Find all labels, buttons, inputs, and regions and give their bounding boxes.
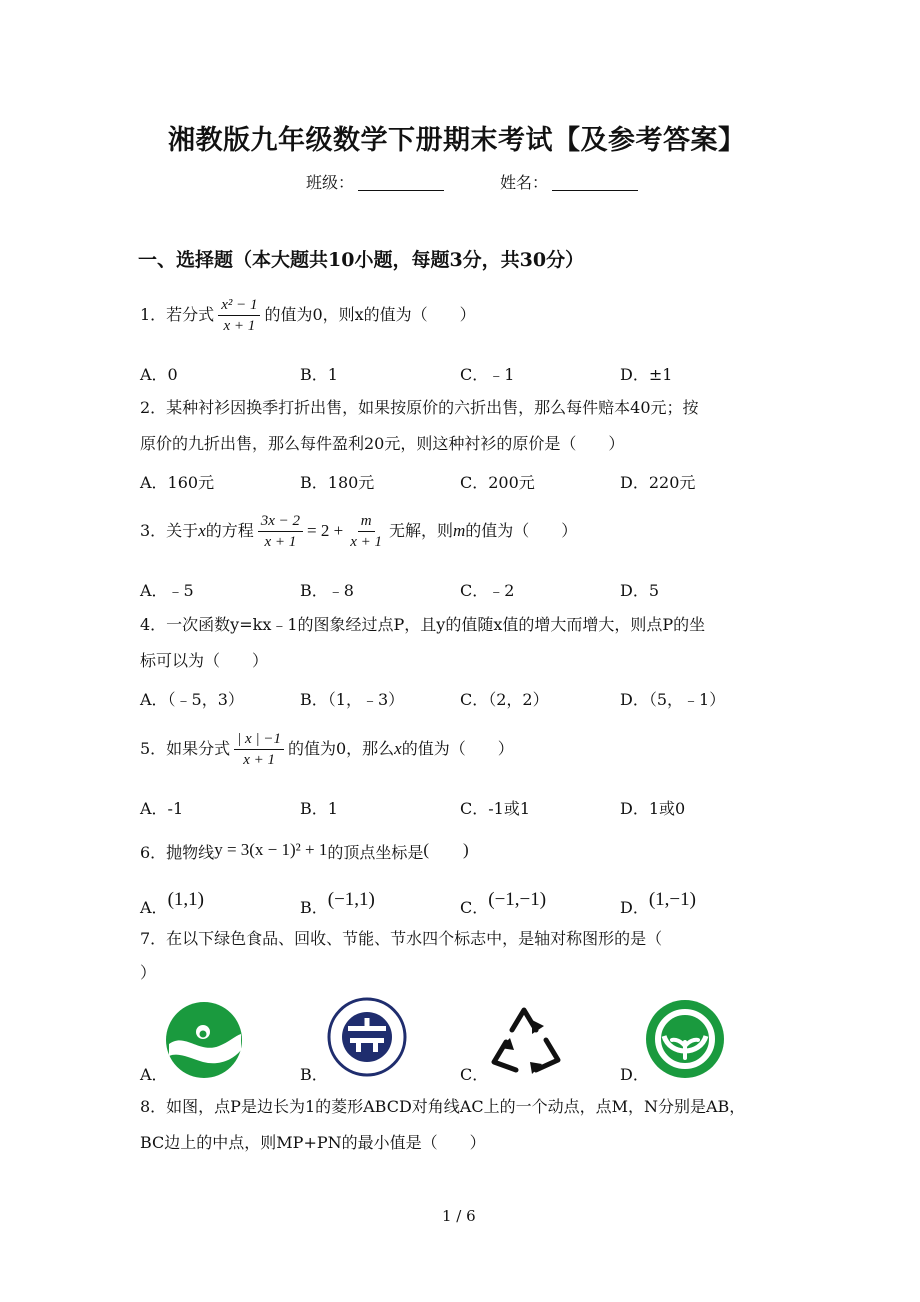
q6-formula: y = 3(x − 1)² + 1	[214, 840, 328, 859]
q5-var-x: x	[394, 739, 402, 758]
q5-prefix: 5．如果分式	[140, 739, 231, 758]
section-heading: 一、选择题（本大题共10小题，每题3分，共30分）	[138, 249, 585, 271]
green-food-drop-inner	[200, 1031, 207, 1038]
q7-option-d: D．	[620, 1065, 649, 1084]
q3-suffix-1: 无解，则	[389, 521, 454, 540]
q5-mid: 的值为0，那么	[287, 739, 395, 758]
question-3	[140, 512, 577, 551]
q4-line-2: 标可以为（ ）	[140, 651, 269, 670]
q3-left-denominator: x + 1	[264, 534, 297, 550]
q5-numerator: | x | −1	[234, 730, 284, 750]
q3-left-fraction	[258, 512, 303, 551]
page-title: 湘教版九年级数学下册期末考试【及参考答案】	[168, 125, 746, 156]
q1-prefix: 1．若分式	[140, 305, 215, 324]
class-label: 班级：	[306, 173, 355, 192]
q3-var-x: x	[198, 521, 206, 540]
energy-top-stem	[365, 1018, 370, 1028]
recycle-logo-icon	[486, 1000, 566, 1080]
q6-option-d	[620, 883, 696, 918]
page-number: 1 / 6	[442, 1207, 476, 1225]
q2-option-d: D．220元	[620, 473, 696, 492]
q1-option-d: D．±1	[620, 365, 673, 384]
q3-mid: 的方程	[205, 521, 254, 540]
name-blank[interactable]	[552, 174, 638, 191]
q3-option-c: C．﹣2	[460, 581, 515, 600]
q3-prefix: 3．关于	[140, 521, 199, 540]
q6-prefix: 6．抛物线	[140, 843, 215, 862]
q6-option-a-value: (1,1)	[167, 889, 204, 910]
q3-option-a: A．﹣5	[140, 581, 194, 600]
q6-option-a	[140, 883, 204, 918]
q6-answer-paren: ( )	[423, 840, 469, 859]
q6-option-b-value: (−1,1)	[327, 889, 375, 910]
q4-option-b: B．（1，﹣3）	[300, 690, 405, 709]
q3-option-b: B．﹣8	[300, 581, 354, 600]
q6-option-c	[460, 883, 546, 918]
q5-option-d: D．1或0	[620, 799, 686, 818]
q6-option-b-letter: B．	[300, 898, 328, 917]
q1-denominator: x + 1	[223, 318, 256, 334]
q3-left-numerator: 3x − 2	[258, 512, 303, 532]
q7-line-2: ）	[140, 963, 157, 982]
q2-line-1: 2．某种衬衫因换季打折出售，如果按原价的六折出售，那么每件赔本40元；按	[140, 398, 699, 417]
q5-suffix: 的值为（ ）	[401, 739, 514, 758]
name-label: 姓名：	[500, 173, 549, 192]
q6-option-c-letter: C．	[460, 898, 489, 917]
q1-option-a: A．0	[140, 365, 178, 384]
q1-fraction	[218, 296, 260, 335]
q3-right-denominator: x + 1	[350, 534, 382, 550]
q6-option-a-letter: A．	[140, 898, 168, 917]
question-5	[140, 730, 514, 769]
q6-option-c-value: (−1,−1)	[488, 889, 547, 910]
recycle-head-top	[532, 1020, 544, 1034]
q4-option-a: A．（﹣5，3）	[140, 690, 244, 709]
q1-suffix: 的值为0，则x的值为（ ）	[264, 305, 476, 324]
question-1	[140, 296, 476, 335]
green-food-logo-icon	[163, 1000, 245, 1080]
q2-option-a: A．160元	[140, 473, 215, 492]
q3-option-d: D．5	[620, 581, 660, 600]
q2-option-c: C．200元	[460, 473, 535, 492]
q4-line-1: 4．一次函数y=kx﹣1的图象经过点P，且y的值随x值的增大而增大，则点P的坐	[140, 615, 706, 634]
q4-option-c: C．（2，2）	[460, 690, 549, 709]
q1-option-c: C．﹣1	[460, 365, 515, 384]
energy-mid-bar	[350, 1038, 384, 1043]
q5-denominator: x + 1	[243, 752, 275, 768]
q8-line-2: BC边上的中点，则MP+PN的最小值是（ ）	[140, 1133, 486, 1152]
q3-suffix-2: 的值为（ ）	[465, 521, 578, 540]
q2-option-b: B．180元	[300, 473, 375, 492]
q5-option-c: C．-1或1	[460, 799, 531, 818]
q7-option-b: B．	[300, 1065, 328, 1084]
q6-option-b	[300, 883, 375, 918]
q4-option-d: D．（5，﹣1）	[620, 690, 726, 709]
question-6	[140, 840, 469, 863]
class-field	[306, 170, 444, 193]
q7-option-c: C．	[460, 1065, 489, 1084]
q3-equals: = 2 +	[307, 521, 344, 540]
q1-numerator: x² − 1	[218, 296, 260, 316]
q5-option-a: A．-1	[140, 799, 184, 818]
q3-right-numerator: m	[358, 512, 375, 532]
name-field	[500, 170, 638, 193]
energy-saving-logo-icon	[326, 996, 408, 1078]
q3-var-m: m	[453, 521, 466, 540]
energy-right-leg	[373, 1038, 378, 1052]
q5-option-b: B．1	[300, 799, 338, 818]
q3-right-fraction	[347, 512, 385, 551]
q2-line-2: 原价的九折出售，那么每件盈利20元，则这种衬衫的原价是（ ）	[140, 434, 625, 453]
q1-option-b: B．1	[300, 365, 338, 384]
water-saving-logo-icon	[644, 998, 726, 1080]
q6-suffix: 的顶点坐标是	[327, 843, 424, 862]
q6-option-d-letter: D．	[620, 898, 649, 917]
q8-line-1: 8．如图，点P是边长为1的菱形ABCD对角线AC上的一个动点，点M，N分别是AB，	[140, 1097, 746, 1116]
energy-left-leg	[356, 1038, 361, 1052]
q7-option-a: A．	[140, 1065, 168, 1084]
q6-option-d-value: (1,−1)	[648, 889, 696, 910]
class-blank[interactable]	[358, 174, 444, 191]
q7-line-1: 7．在以下绿色食品、回收、节能、节水四个标志中，是轴对称图形的是（	[140, 929, 663, 948]
q5-fraction	[234, 730, 284, 769]
